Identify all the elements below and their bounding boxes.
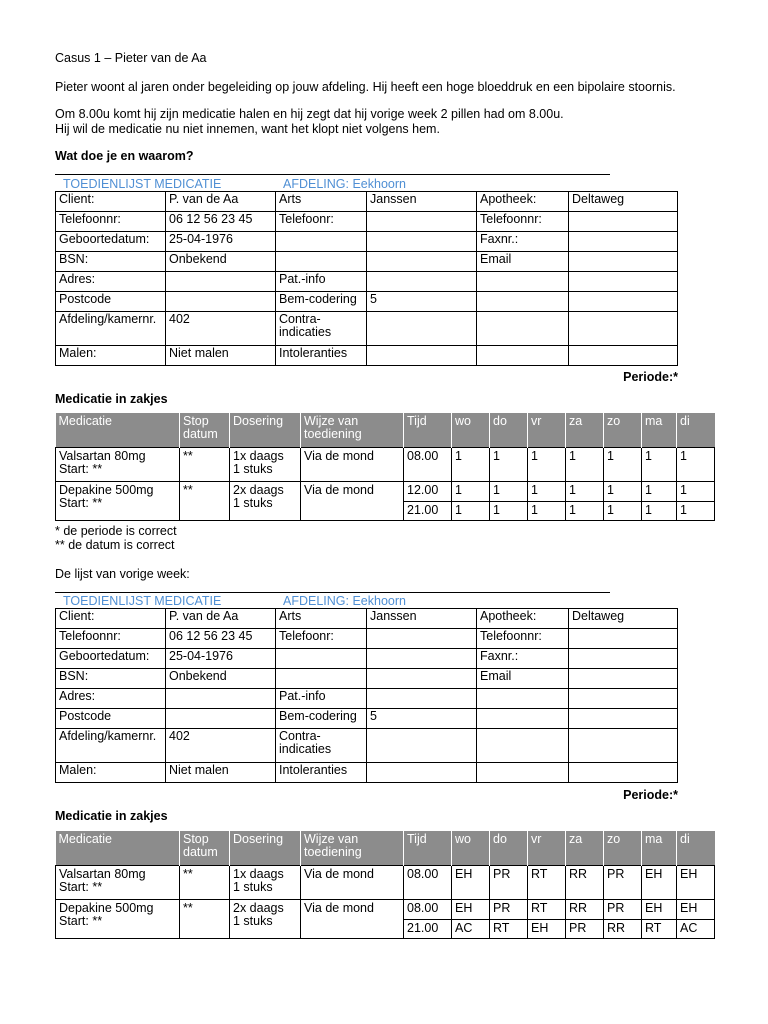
info-cell: Bem-codering xyxy=(276,292,367,312)
info-cell: Arts xyxy=(276,609,367,629)
info-row xyxy=(56,212,678,232)
day-cell: 1 xyxy=(528,482,566,502)
dosage-frequency: 2x daags xyxy=(233,483,284,497)
med-section-title: Medicatie in zakjes xyxy=(55,809,168,823)
day-cell: 1 xyxy=(490,482,528,502)
day-cell: RT xyxy=(528,900,566,920)
info-cell xyxy=(569,709,678,729)
info-cell: Pat.-info xyxy=(276,272,367,292)
info-row xyxy=(56,649,678,669)
info-row xyxy=(56,763,678,783)
periode-label: Periode:* xyxy=(623,788,678,802)
separator-line xyxy=(55,592,610,593)
info-cell xyxy=(569,729,678,763)
day-cell: 1 xyxy=(604,448,642,482)
day-cell: 1 xyxy=(642,502,677,521)
info-cell xyxy=(569,669,678,689)
info-cell: P. van de Aa xyxy=(166,192,276,212)
med-row xyxy=(56,482,715,502)
day-cell: PR xyxy=(566,920,604,939)
column-header: di xyxy=(677,831,715,866)
intro-text: Pieter woont al jaren onder begeleiding op jouw afdeling. Hij heeft een hoge bloeddruk en een bipolaire stoornis. xyxy=(55,80,676,94)
info-cell xyxy=(367,729,477,763)
info-cell: Afdeling/kamernr. xyxy=(56,729,166,763)
info-cell xyxy=(477,709,569,729)
column-header: za xyxy=(566,413,604,448)
info-cell: Client: xyxy=(56,609,166,629)
medication-table xyxy=(55,831,715,939)
day-cell: RT xyxy=(490,920,528,939)
info-cell: Niet malen xyxy=(166,346,276,366)
day-cell: RR xyxy=(604,920,642,939)
med-start: Start: ** xyxy=(59,914,103,928)
info-cell: Geboortedatum: xyxy=(56,232,166,252)
dosage-cell xyxy=(230,866,301,900)
day-cell: PR xyxy=(490,866,528,900)
info-cell: Afdeling/kamernr. xyxy=(56,312,166,346)
column-header: wo xyxy=(452,413,490,448)
column-header: Dosering xyxy=(230,413,301,448)
dosage-frequency: 1x daags xyxy=(233,867,284,881)
day-cell: AC xyxy=(452,920,490,939)
separator-line xyxy=(55,174,610,175)
info-cell: Bem-codering xyxy=(276,709,367,729)
day-cell: 1 xyxy=(490,502,528,521)
stop-date-cell: ** xyxy=(180,482,230,521)
info-cell: 5 xyxy=(367,292,477,312)
info-cell xyxy=(569,689,678,709)
info-cell xyxy=(477,763,569,783)
med-row xyxy=(56,900,715,920)
day-cell: 1 xyxy=(677,482,715,502)
info-cell: Deltaweg xyxy=(569,609,678,629)
info-cell xyxy=(166,709,276,729)
info-cell xyxy=(477,689,569,709)
info-cell: Arts xyxy=(276,192,367,212)
med-start: Start: ** xyxy=(59,880,103,894)
column-header: vr xyxy=(528,413,566,448)
info-cell: Email xyxy=(477,669,569,689)
med-section-title: Medicatie in zakjes xyxy=(55,392,168,406)
info-cell: 25-04-1976 xyxy=(166,232,276,252)
info-cell: Telefoonnr: xyxy=(56,212,166,232)
info-cell xyxy=(367,669,477,689)
stop-date-cell: ** xyxy=(180,448,230,482)
info-cell: 25-04-1976 xyxy=(166,649,276,669)
footnote-periode: * de periode is correct xyxy=(55,524,177,538)
info-cell: 06 12 56 23 45 xyxy=(166,629,276,649)
info-cell: 5 xyxy=(367,709,477,729)
column-header: za xyxy=(566,831,604,866)
column-header: di xyxy=(677,413,715,448)
info-cell xyxy=(569,232,678,252)
info-row xyxy=(56,346,678,366)
info-row xyxy=(56,709,678,729)
med-name: Depakine 500mg xyxy=(59,483,154,497)
column-header: Medicatie xyxy=(56,831,180,866)
med-name: Valsartan 80mg xyxy=(59,449,146,463)
periode-label: Periode:* xyxy=(623,370,678,384)
day-cell: PR xyxy=(490,900,528,920)
case-title: Casus 1 – Pieter van de Aa xyxy=(55,51,207,65)
info-cell xyxy=(367,649,477,669)
info-row xyxy=(56,629,678,649)
day-cell: 1 xyxy=(604,502,642,521)
info-cell: Pat.-info xyxy=(276,689,367,709)
column-header: Stop datum xyxy=(180,413,230,448)
day-cell: EH xyxy=(677,866,715,900)
day-cell: EH xyxy=(452,900,490,920)
info-cell: Malen: xyxy=(56,346,166,366)
day-cell: 1 xyxy=(452,482,490,502)
column-header: zo xyxy=(604,413,642,448)
day-cell: RT xyxy=(642,920,677,939)
column-header: do xyxy=(490,413,528,448)
day-cell: EH xyxy=(452,866,490,900)
info-cell: Intoleranties xyxy=(276,763,367,783)
day-cell: 1 xyxy=(642,448,677,482)
info-cell: Onbekend xyxy=(166,252,276,272)
info-cell xyxy=(569,292,678,312)
info-cell xyxy=(367,232,477,252)
info-cell: BSN: xyxy=(56,252,166,272)
info-cell: Janssen xyxy=(367,609,477,629)
info-cell xyxy=(367,212,477,232)
day-cell: 1 xyxy=(604,482,642,502)
time-cell: 08.00 xyxy=(404,448,452,482)
day-cell: EH xyxy=(642,900,677,920)
info-row xyxy=(56,609,678,629)
info-row xyxy=(56,292,678,312)
info-cell: Telefoonr: xyxy=(276,629,367,649)
dosage-amount: 1 stuks xyxy=(233,462,273,476)
stop-date-cell: ** xyxy=(180,900,230,939)
column-header: wo xyxy=(452,831,490,866)
dosage-frequency: 2x daags xyxy=(233,901,284,915)
day-cell: 1 xyxy=(528,502,566,521)
day-cell: 1 xyxy=(452,502,490,521)
info-cell: Email xyxy=(477,252,569,272)
info-cell: Adres: xyxy=(56,689,166,709)
time-cell: 12.00 xyxy=(404,482,452,502)
time-cell: 21.00 xyxy=(404,920,452,939)
day-cell: 1 xyxy=(677,448,715,482)
med-row xyxy=(56,866,715,900)
info-cell: Onbekend xyxy=(166,669,276,689)
info-cell xyxy=(166,272,276,292)
dosage-frequency: 1x daags xyxy=(233,449,284,463)
day-cell: EH xyxy=(677,900,715,920)
info-cell xyxy=(569,346,678,366)
info-cell xyxy=(569,649,678,669)
list-title: TOEDIENLIJST MEDICATIE xyxy=(63,594,222,608)
info-cell xyxy=(166,689,276,709)
dosage-cell xyxy=(230,900,301,939)
route-cell: Via de mond xyxy=(301,900,404,939)
med-start: Start: ** xyxy=(59,496,103,510)
column-header: Wijze van toediening xyxy=(301,831,404,866)
info-cell xyxy=(166,292,276,312)
info-cell: Malen: xyxy=(56,763,166,783)
info-cell: Telefoonnr: xyxy=(56,629,166,649)
day-cell: 1 xyxy=(642,482,677,502)
list-department: AFDELING: Eekhoorn xyxy=(283,177,406,191)
med-name-cell xyxy=(56,448,180,482)
info-row xyxy=(56,232,678,252)
route-cell: Via de mond xyxy=(301,482,404,521)
day-cell: EH xyxy=(528,920,566,939)
info-cell: Deltaweg xyxy=(569,192,678,212)
info-row xyxy=(56,669,678,689)
info-cell: Faxnr.: xyxy=(477,649,569,669)
info-cell xyxy=(367,629,477,649)
info-cell xyxy=(477,292,569,312)
info-cell xyxy=(367,346,477,366)
column-header: Dosering xyxy=(230,831,301,866)
info-cell: Niet malen xyxy=(166,763,276,783)
column-header: ma xyxy=(642,831,677,866)
day-cell: 1 xyxy=(452,448,490,482)
info-cell xyxy=(367,689,477,709)
info-cell xyxy=(367,252,477,272)
info-cell xyxy=(569,763,678,783)
column-header: Tijd xyxy=(404,831,452,866)
info-cell xyxy=(569,252,678,272)
info-cell: Client: xyxy=(56,192,166,212)
info-cell: 06 12 56 23 45 xyxy=(166,212,276,232)
info-cell: Contra- indicaties xyxy=(276,312,367,346)
question: Wat doe je en waarom? xyxy=(55,149,194,163)
info-cell xyxy=(477,346,569,366)
column-header: ma xyxy=(642,413,677,448)
day-cell: 1 xyxy=(528,448,566,482)
client-info-table xyxy=(55,608,678,783)
info-cell xyxy=(477,312,569,346)
time-cell: 08.00 xyxy=(404,866,452,900)
day-cell: EH xyxy=(642,866,677,900)
info-cell: 402 xyxy=(166,312,276,346)
info-row xyxy=(56,312,678,346)
info-row xyxy=(56,272,678,292)
info-cell: BSN: xyxy=(56,669,166,689)
info-cell xyxy=(569,312,678,346)
info-cell: Apotheek: xyxy=(477,192,569,212)
day-cell: RT xyxy=(528,866,566,900)
time-cell: 08.00 xyxy=(404,900,452,920)
info-cell: 402 xyxy=(166,729,276,763)
med-row xyxy=(56,448,715,482)
med-name-cell xyxy=(56,900,180,939)
info-cell: Telefoonr: xyxy=(276,212,367,232)
info-row xyxy=(56,729,678,763)
med-start: Start: ** xyxy=(59,462,103,476)
info-cell xyxy=(276,649,367,669)
info-row xyxy=(56,252,678,272)
med-name: Valsartan 80mg xyxy=(59,867,146,881)
dosage-amount: 1 stuks xyxy=(233,914,273,928)
med-name: Depakine 500mg xyxy=(59,901,154,915)
column-header: Stop datum xyxy=(180,831,230,866)
info-row xyxy=(56,192,678,212)
client-info-table xyxy=(55,191,678,366)
day-cell: RR xyxy=(566,866,604,900)
day-cell: 1 xyxy=(566,502,604,521)
day-cell: PR xyxy=(604,866,642,900)
dosage-amount: 1 stuks xyxy=(233,496,273,510)
info-cell xyxy=(367,312,477,346)
info-cell xyxy=(367,272,477,292)
day-cell: 1 xyxy=(490,448,528,482)
info-cell: Geboortedatum: xyxy=(56,649,166,669)
info-cell xyxy=(477,729,569,763)
info-cell: Faxnr.: xyxy=(477,232,569,252)
situation-line-2: Hij wil de medicatie nu niet innemen, want het klopt niet volgens hem. xyxy=(55,122,440,136)
info-cell xyxy=(477,272,569,292)
dosage-cell xyxy=(230,448,301,482)
column-header: Medicatie xyxy=(56,413,180,448)
med-name-cell xyxy=(56,482,180,521)
info-cell xyxy=(276,252,367,272)
info-cell xyxy=(367,763,477,783)
info-cell: Apotheek: xyxy=(477,609,569,629)
info-cell: Postcode xyxy=(56,709,166,729)
info-cell xyxy=(569,272,678,292)
day-cell: PR xyxy=(604,900,642,920)
info-cell: Telefoonnr: xyxy=(477,212,569,232)
column-header: Tijd xyxy=(404,413,452,448)
info-cell xyxy=(276,232,367,252)
column-header: do xyxy=(490,831,528,866)
info-cell: Postcode xyxy=(56,292,166,312)
info-cell xyxy=(276,669,367,689)
info-row xyxy=(56,689,678,709)
route-cell: Via de mond xyxy=(301,866,404,900)
day-cell: AC xyxy=(677,920,715,939)
stop-date-cell: ** xyxy=(180,866,230,900)
route-cell: Via de mond xyxy=(301,448,404,482)
situation-line-1: Om 8.00u komt hij zijn medicatie halen en hij zegt dat hij vorige week 2 pillen had om 8.00u. xyxy=(55,107,564,121)
day-cell: RR xyxy=(566,900,604,920)
column-header: Wijze van toediening xyxy=(301,413,404,448)
day-cell: 1 xyxy=(566,482,604,502)
medication-table xyxy=(55,413,715,521)
day-cell: 1 xyxy=(566,448,604,482)
day-cell: 1 xyxy=(677,502,715,521)
info-cell: Adres: xyxy=(56,272,166,292)
info-cell: Janssen xyxy=(367,192,477,212)
info-cell xyxy=(569,629,678,649)
column-header: zo xyxy=(604,831,642,866)
dosage-amount: 1 stuks xyxy=(233,880,273,894)
footnote-datum: ** de datum is correct xyxy=(55,538,175,552)
info-cell: Contra- indicaties xyxy=(276,729,367,763)
column-header: vr xyxy=(528,831,566,866)
info-cell: P. van de Aa xyxy=(166,609,276,629)
time-cell: 21.00 xyxy=(404,502,452,521)
previous-week-label: De lijst van vorige week: xyxy=(55,567,190,581)
dosage-cell xyxy=(230,482,301,521)
med-name-cell xyxy=(56,866,180,900)
info-cell: Intoleranties xyxy=(276,346,367,366)
list-title: TOEDIENLIJST MEDICATIE xyxy=(63,177,222,191)
list-department: AFDELING: Eekhoorn xyxy=(283,594,406,608)
info-cell: Telefoonnr: xyxy=(477,629,569,649)
info-cell xyxy=(569,212,678,232)
